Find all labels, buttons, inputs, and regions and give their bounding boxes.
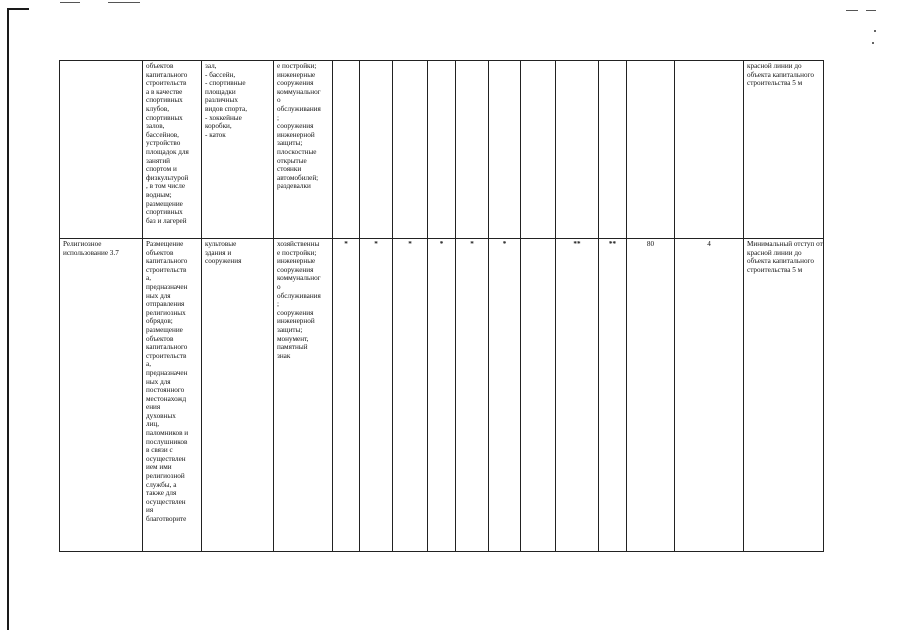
cell-param-mark: * — [360, 239, 393, 552]
text-line: ия — [146, 506, 154, 515]
text-line: площадки — [205, 87, 236, 96]
cell-param-mark — [456, 61, 489, 239]
text-line: Минимальный отступ от — [747, 240, 823, 248]
text-line: коробки, — [205, 122, 232, 131]
text-line: инженерной — [277, 130, 315, 139]
text-line: здания и — [205, 248, 232, 257]
text-line: религиозной — [146, 472, 185, 481]
text-line: также для — [146, 489, 177, 498]
text-line: спортивных — [146, 208, 183, 217]
scan-artifact — [846, 10, 858, 11]
text-line: использование 3.7 — [63, 248, 119, 257]
text-line: строительств — [146, 79, 187, 88]
text-line: строительств — [146, 265, 187, 274]
text-line: памятный — [277, 343, 308, 352]
cell-param-mark — [521, 61, 556, 239]
scan-artifact — [60, 2, 80, 3]
scan-artifact — [866, 10, 876, 11]
text-line: бассейнов, — [146, 130, 179, 139]
cell-main-facilities — [202, 239, 274, 552]
text-line: лиц, — [146, 420, 160, 429]
text-line: сооружения — [277, 79, 314, 88]
text-line: сооружения — [277, 122, 314, 131]
text-line: ; — [277, 113, 279, 122]
cell-land-use-name — [60, 61, 143, 239]
cell-param-mark: * — [489, 239, 521, 552]
text-line: ием ими — [146, 463, 172, 472]
text-line: инженерной — [277, 317, 315, 326]
text-line: Размещение — [146, 240, 184, 248]
cell-param-mark — [393, 61, 428, 239]
text-line: капитального — [146, 70, 188, 79]
text-line: спортивных — [146, 113, 183, 122]
text-line: - каток — [205, 130, 226, 139]
text-line: о — [277, 282, 281, 291]
text-line: капитального — [146, 257, 188, 266]
text-line: красной линии до — [747, 248, 802, 257]
text-line: сооружения — [277, 265, 314, 274]
text-line: видов спорта, — [205, 104, 248, 113]
cell-auxiliary-facilities — [274, 239, 333, 552]
table-row — [60, 61, 824, 239]
text-line: а, — [146, 360, 151, 369]
text-line: объекта капитального — [747, 257, 814, 266]
cell-main-facilities — [202, 61, 274, 239]
text-line: размещение — [146, 199, 183, 208]
text-line: автомобилей; — [277, 173, 319, 182]
text-line: объекта капитального — [747, 70, 814, 79]
text-line: местонахожд — [146, 394, 187, 403]
text-line: обслуживания — [277, 291, 321, 300]
text-line: капитального — [146, 343, 188, 352]
scan-artifact — [874, 30, 876, 32]
text-line: физкультурой — [146, 173, 189, 182]
text-line: духовных — [146, 411, 176, 420]
text-line: осуществлен — [146, 454, 186, 463]
text-line: защиты; — [277, 325, 303, 334]
text-line: инженерные — [277, 70, 316, 79]
text-line: , в том числе — [146, 182, 186, 191]
text-line: открытые — [277, 156, 307, 165]
text-line: ения — [146, 403, 161, 412]
cell-param-mark: * — [428, 239, 456, 552]
text-line: культовые — [205, 240, 237, 248]
table-row — [60, 239, 824, 552]
text-line: залов, — [146, 122, 165, 131]
cell-notes — [744, 239, 824, 552]
scan-artifact — [872, 42, 874, 44]
text-line: - бассейн, — [205, 70, 236, 79]
scan-artifact — [108, 2, 140, 3]
cell-param-mark — [489, 61, 521, 239]
text-line: благотворите — [146, 515, 187, 523]
cell-max-floors — [675, 61, 744, 239]
text-line: послушников — [146, 437, 188, 446]
cell-land-use-description — [143, 61, 202, 239]
cell-param-mark — [360, 61, 393, 239]
text-line: инженерные — [277, 257, 316, 266]
cell-param-mark: * — [456, 239, 489, 552]
text-line: спортом и — [146, 165, 177, 174]
cell-max-value: 80 — [627, 239, 675, 552]
cell-max-floors: 4 — [675, 239, 744, 552]
text-line: площадок для — [146, 147, 189, 156]
text-line: ; — [277, 300, 279, 309]
text-line: водным; — [146, 190, 172, 199]
text-line: о — [277, 96, 281, 105]
text-line: красной линии до — [747, 62, 802, 70]
text-line: религиозных — [146, 308, 186, 317]
text-line: спортивных — [146, 96, 183, 105]
text-line: службы, а — [146, 480, 177, 489]
cell-param-mark — [333, 61, 360, 239]
text-line: занятий — [146, 156, 171, 165]
text-line: е постройки; — [277, 248, 317, 257]
cell-param-mark: ** — [599, 239, 627, 552]
text-line: сооружения — [277, 308, 314, 317]
text-line: осуществлен — [146, 497, 186, 506]
text-line: различных — [205, 96, 238, 105]
cell-max-value — [627, 61, 675, 239]
text-line: а в качестве — [146, 87, 183, 96]
text-line: е постройки; — [277, 62, 317, 70]
text-line: строительства 5 м — [747, 265, 803, 274]
zoning-regulations-table — [59, 60, 824, 552]
cell-param-mark: * — [393, 239, 428, 552]
cell-land-use-description — [143, 239, 202, 552]
text-line: хозяйственны — [277, 240, 320, 248]
cell-param-mark — [428, 61, 456, 239]
cell-land-use-name — [60, 239, 143, 552]
cell-param-mark — [556, 61, 599, 239]
text-line: раздевалки — [277, 182, 311, 191]
text-line: строительств — [146, 351, 187, 360]
text-line: размещение — [146, 325, 183, 334]
cell-param-mark: * — [333, 239, 360, 552]
text-line: монумент, — [277, 334, 309, 343]
text-line: плоскостные — [277, 147, 317, 156]
text-line: ных для — [146, 377, 171, 386]
text-line: баз и лагерей — [146, 216, 187, 225]
scan-edge-top — [7, 8, 29, 10]
text-line: а, — [146, 274, 151, 283]
text-line: защиты; — [277, 139, 303, 148]
text-line: обслуживания — [277, 104, 321, 113]
text-line: паломников и — [146, 429, 189, 438]
text-line: объектов — [146, 334, 174, 343]
text-line: стоянки — [277, 165, 302, 174]
text-line: - спортивные — [205, 79, 246, 88]
cell-param-mark — [599, 61, 627, 239]
text-line: ных для — [146, 291, 171, 300]
text-line: зал, — [205, 62, 217, 70]
text-line: коммунальног — [277, 87, 321, 96]
text-line: предназначен — [146, 282, 188, 291]
text-line: объектов — [146, 248, 174, 257]
text-line: сооружения — [205, 257, 242, 266]
scan-edge-left — [7, 8, 9, 630]
cell-param-mark — [521, 239, 556, 552]
text-line: строительства 5 м — [747, 79, 803, 88]
text-line: обрядов; — [146, 317, 173, 326]
text-line: в связи с — [146, 446, 173, 455]
text-line: клубов, — [146, 104, 170, 113]
text-line: знак — [277, 351, 291, 360]
text-line: постоянного — [146, 386, 185, 395]
text-line: предназначен — [146, 368, 188, 377]
text-line: устройство — [146, 139, 181, 148]
cell-param-mark: ** — [556, 239, 599, 552]
text-line: - хоккейные — [205, 113, 242, 122]
text-line: Религиозное — [63, 240, 102, 248]
text-line: коммунальног — [277, 274, 321, 283]
text-line: объектов — [146, 62, 174, 70]
text-line: отправления — [146, 300, 185, 309]
cell-notes — [744, 61, 824, 239]
cell-auxiliary-facilities — [274, 61, 333, 239]
